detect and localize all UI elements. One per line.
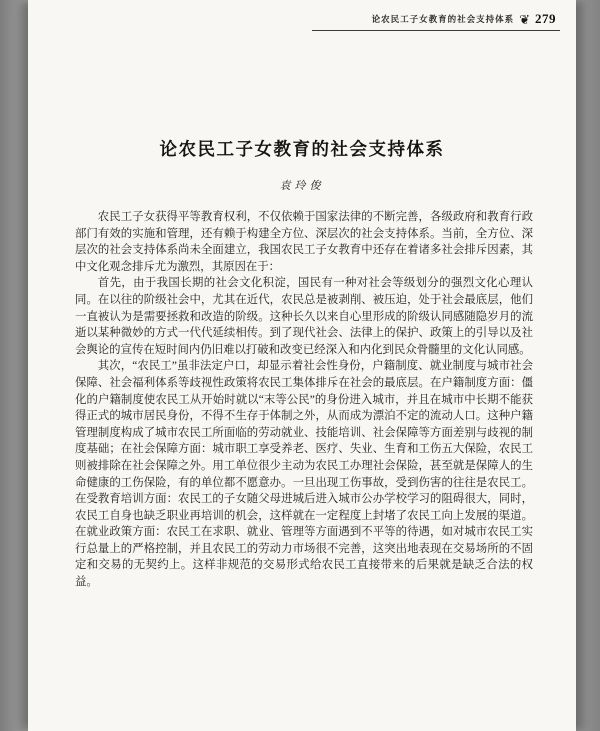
ornament-icon: ❦: [519, 11, 530, 27]
running-title: 论农民工子女教育的社会支持体系: [371, 14, 515, 24]
article-title: 论农民工子女教育的社会支持体系: [159, 139, 445, 159]
article-body: [75, 209, 533, 591]
body-paragraph: 其次，“农民工”虽非法定户口，却显示着社会性身份，户籍制度、就业制度与城市社会保障、社会福利体系等歧视性政策将农民工集体排斥在社会的最底层。在户籍制度方面：僵化的户籍制度使农民工从开始时就以“末等公民”的身份进入城市，并且在城市中长期不能获得正式的城市居民身份，不得不生存于体制之外，从而成为漂泊不定的流动人口。这种户籍管理制度构成了城市农民工所面临的劳动就业、技能培训、社会保障等方面差别与歧视的制度基础；在社会保障方面：城市职工享受养老、医疗、失业、生育和工伤五大保险，农民工则被排除在社会保障之外。用工单位很少主动为农民工办理社会保险，甚至就是保障人的生命健康的工伤保险，有的单位都不愿意办。一旦出现工伤事故，受到伤害的往往是农民工。在受教育培训方面：农民工的子女随父母进城后进入城市公办学校学习的阻碍很大，同时，农民工自身也缺乏职业再培训的机会，这样就在一定程度上封堵了农民工向上发展的渠道。在就业政策方面：农民工在求职、就业、管理等方面遇到不平等的待遇，如对城市农民工实行总量上的严格控制，并且农民工的劳动力市场很不完善，这突出地表现在交易场所的不固定和交易的无契约上。这样非规范的交易形式给农民工直接带来的后果就是缺乏合法的权益。: [75, 360, 533, 589]
article-author: 袁玲俊: [279, 180, 325, 192]
page-header: [372, 11, 556, 27]
header-rule: [312, 30, 560, 31]
body-paragraph: 农民工子女获得平等教育权利，不仅依赖于国家法律的不断完善，各级政府和教育行政部门有效的实施和管理，还有赖于构建全方位、深层次的社会支持体系。当前，全方位、深层次的社会支持体系尚未全面建立，我国农民工子女教育中还存在着诸多社会排斥因素，其中文化观念排斥尤为激烈，其原因在于：: [75, 211, 533, 273]
body-paragraph: 首先，由于我国长期的社会文化积淀，国民有一种对社会等级划分的强烈文化心理认同。在以往的阶级社会中，尤其在近代，农民总是被剥削、被压迫，处于社会最底层，他们一直被认为是需要拯救和改造的阶级。这种长久以来自心里形成的阶级认同感随隐岁月的流逝以某种微妙的方式一代代延续相传。到了现代社会、法律上的保护、政策上的引导以及社会舆论的宣传在短时间内仍旧难以打破和改变已经深入和内化到民众骨髓里的文化认同感。: [75, 277, 533, 356]
scanned-page: [28, 0, 576, 731]
page-number: 279: [535, 11, 556, 26]
